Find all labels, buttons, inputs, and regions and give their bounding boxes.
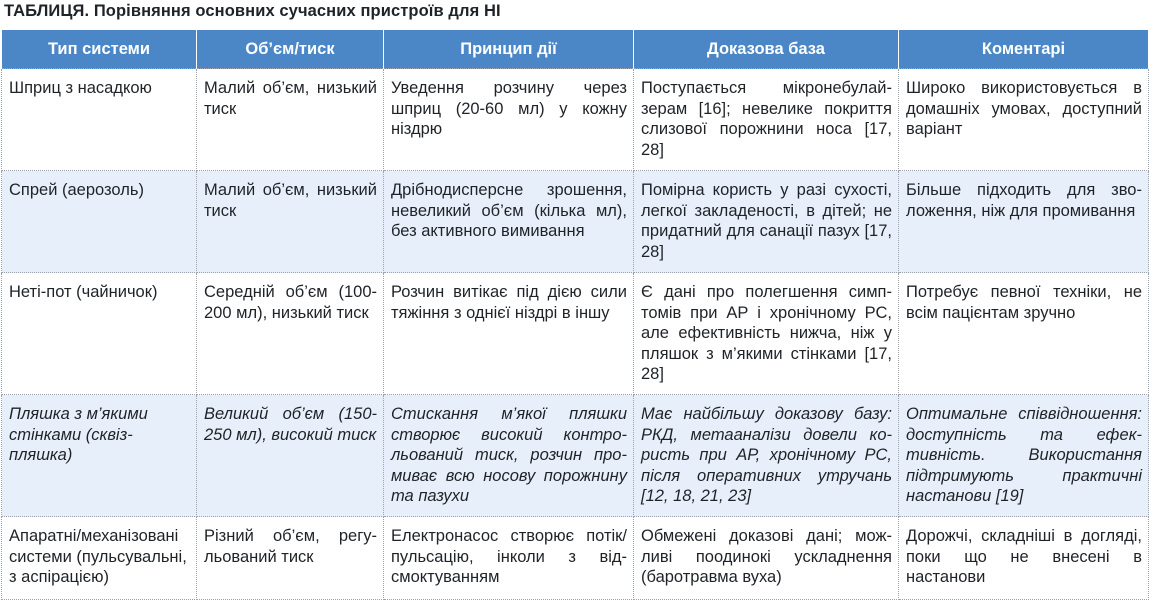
table-caption: ТАБЛИЦЯ. Порівняння основних сучасних пристроїв для НІ — [4, 2, 501, 20]
table-row — [2, 69, 1149, 171]
table-cell: Спрей (аерозоль) — [2, 171, 197, 273]
table-cell: Помірна користь у разі сухості, легкої закладеності, в дітей; не придатний для санації пазух [17, 28] — [634, 171, 899, 273]
column-header-comments: Коментарі — [899, 30, 1149, 69]
table-cell: Обмежені доказові дані; можливі поодинокі ускладнення (баротравма вуха) — [634, 517, 899, 600]
table-cell: Потребує певної техніки, не всім пацієнтам зручно — [899, 273, 1149, 395]
table-cell: Неті-пот (чайничок) — [2, 273, 197, 395]
column-header-volume-pressure: Об’єм/тиск — [197, 30, 384, 69]
table-row — [2, 171, 1149, 273]
column-header-system-type: Тип системи — [2, 30, 197, 69]
table-cell: Широко використовується в домашніх умовах, доступний варіант — [899, 69, 1149, 171]
table-header-row — [2, 30, 1149, 69]
table-cell: Пляшка з м’якими стінками (сквіз-пляшка) — [2, 395, 197, 517]
comparison-table — [1, 30, 1149, 600]
table-cell: Малий об’єм, низький тиск — [197, 171, 384, 273]
table-cell: Більше підходить для зволоження, ніж для промивання — [899, 171, 1149, 273]
table-cell: Має найбільшу доказову базу: РКД, метааналізи довели користь при АР, хронічному РС, після оперативних утручань [12, 18, 21, 23] — [634, 395, 899, 517]
table-cell: Електронасос створює потік/пульсацію, інколи з відсмоктуванням — [384, 517, 634, 600]
table-cell: Розчин витікає під дією сили тяжіння з однієї ніздрі в іншу — [384, 273, 634, 395]
column-header-evidence: Доказова база — [634, 30, 899, 69]
table-cell: Дрібнодисперсне зрошення, невеликий об’єм (кілька мл), без активного вимивання — [384, 171, 634, 273]
table-cell: Малий об’єм, низький тиск — [197, 69, 384, 171]
table-row — [2, 273, 1149, 395]
table-row — [2, 395, 1149, 517]
table-cell: Уведення розчину через шприц (20-60 мл) у кожну ніздрю — [384, 69, 634, 171]
table-cell: Шприц з насадкою — [2, 69, 197, 171]
table-cell: Поступається мікронебулайзерам [16]; невелике покриття слизової порожнини носа [17, 28] — [634, 69, 899, 171]
table-cell: Оптимальне співвідношення: доступність та ефективність. Використання підтримують практичні настанови [19] — [899, 395, 1149, 517]
table-cell: Різний об’єм, регульований тиск — [197, 517, 384, 600]
table-cell: Середній об’єм (100-200 мл), низький тиск — [197, 273, 384, 395]
table-cell: Апаратні/механізовані системи (пульсувальні, з аспірацією) — [2, 517, 197, 600]
table-cell: Стискання м’якої пляшки створює високий контрольований тиск, розчин промиває всю носову порожнину та пазухи — [384, 395, 634, 517]
table-row — [2, 517, 1149, 600]
table-cell: Є дані про полегшення симптомів при АР і хронічному РС, але ефективність нижча, ніж у пляшок з м’якими стінками [17, 28] — [634, 273, 899, 395]
table-cell: Дорожчі, складніші в догляді, поки що не внесені в настанови — [899, 517, 1149, 600]
table-cell: Великий об’єм (150-250 мл), високий тиск — [197, 395, 384, 517]
column-header-principle: Принцип дії — [384, 30, 634, 69]
